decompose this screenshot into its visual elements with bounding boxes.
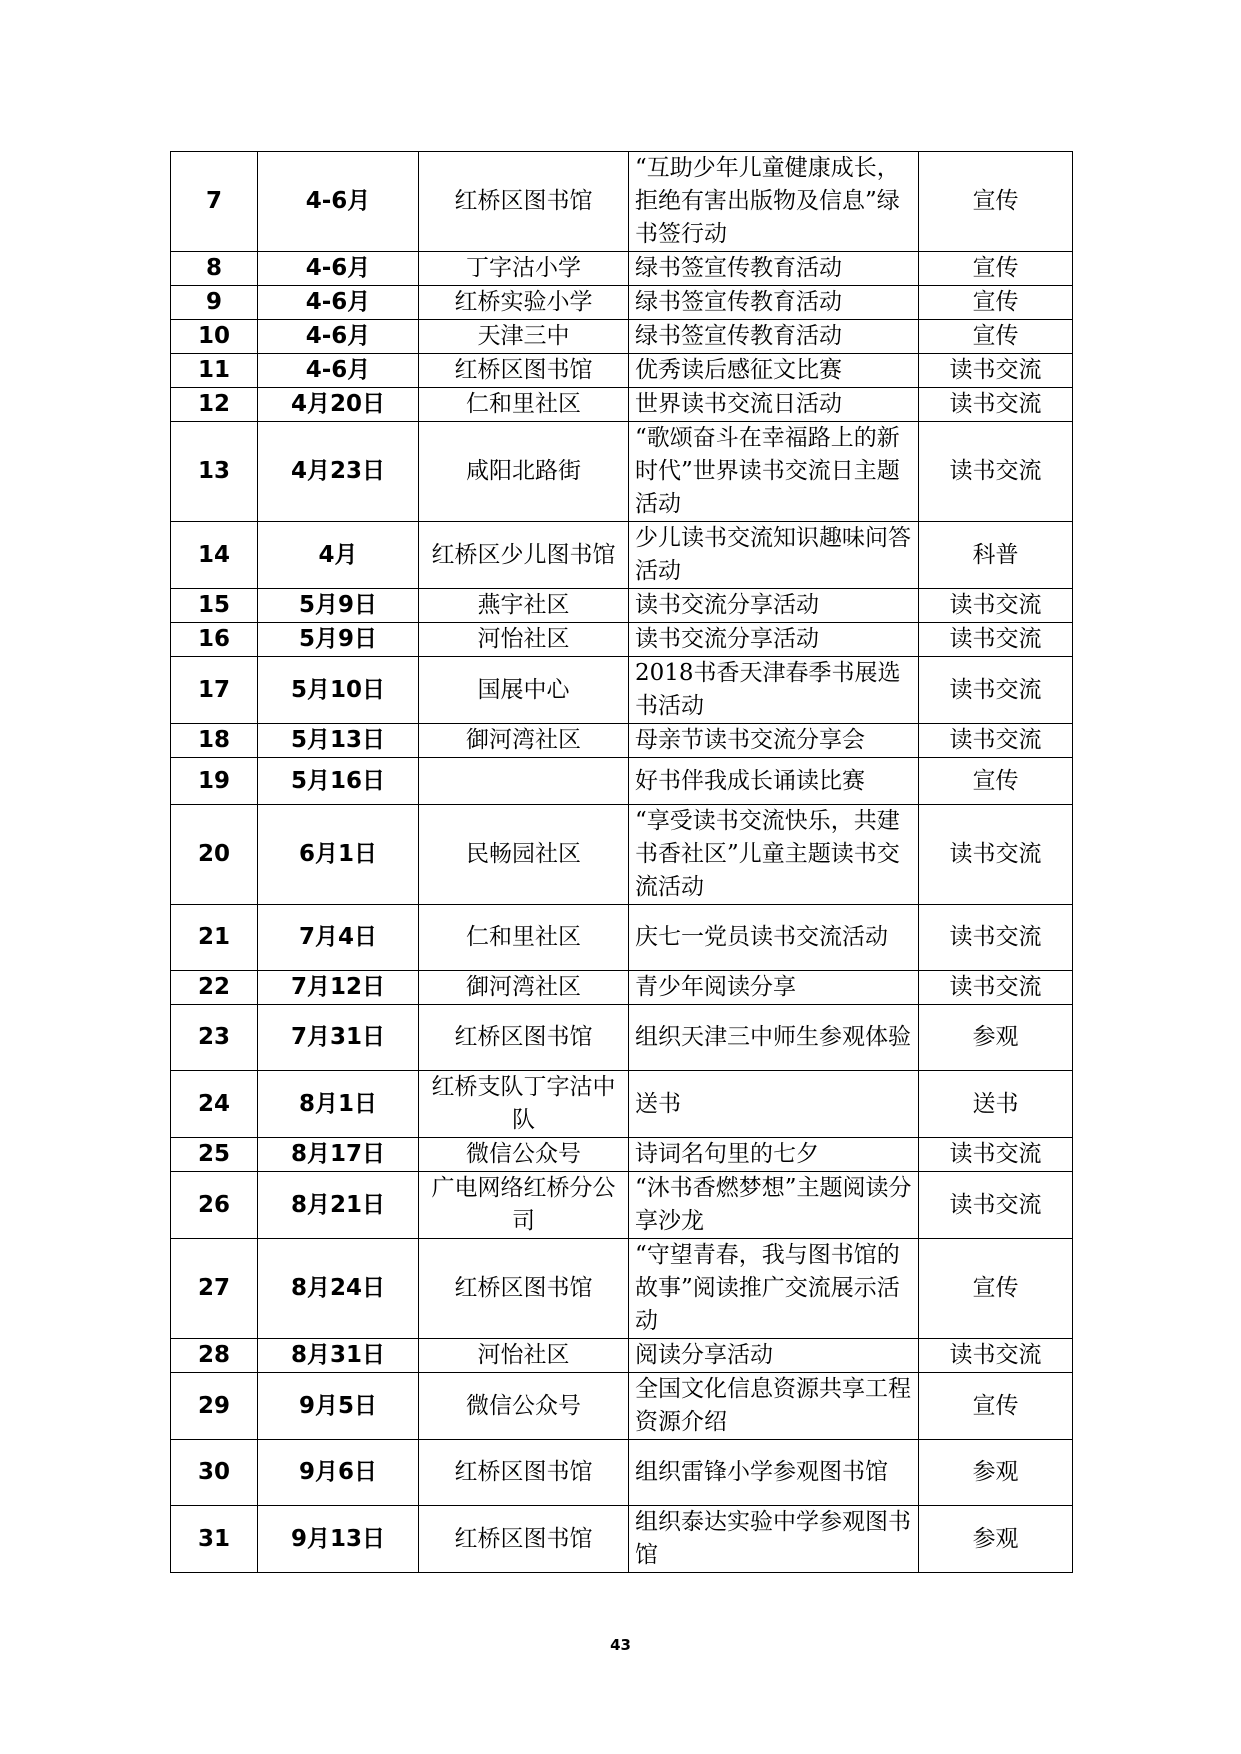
cell-organizer: 河怡社区	[419, 1339, 629, 1373]
cell-type: 宣传	[919, 152, 1073, 252]
cell-type: 宣传	[919, 252, 1073, 286]
table-row	[171, 152, 1073, 252]
cell-date: 7月31日	[258, 1005, 419, 1071]
cell-date: 4月20日	[258, 388, 419, 422]
cell-number: 13	[171, 422, 258, 522]
cell-number: 15	[171, 589, 258, 623]
cell-activity: 组织泰达实验中学参观图书馆	[629, 1506, 919, 1573]
cell-activity: 绿书签宣传教育活动	[629, 252, 919, 286]
cell-date: 5月16日	[258, 758, 419, 805]
cell-number: 31	[171, 1506, 258, 1573]
table-row	[171, 522, 1073, 589]
cell-activity: 少儿读书交流知识趣味问答活动	[629, 522, 919, 589]
cell-number: 14	[171, 522, 258, 589]
cell-organizer: 国展中心	[419, 657, 629, 724]
cell-date: 7月4日	[258, 905, 419, 971]
cell-type: 读书交流	[919, 1172, 1073, 1239]
cell-type: 读书交流	[919, 1339, 1073, 1373]
cell-date: 4月23日	[258, 422, 419, 522]
cell-date: 9月5日	[258, 1373, 419, 1440]
cell-number: 27	[171, 1239, 258, 1339]
table-row	[171, 286, 1073, 320]
table-row	[171, 1373, 1073, 1440]
table-row	[171, 1071, 1073, 1138]
cell-organizer: 红桥区图书馆	[419, 152, 629, 252]
cell-date: 4-6月	[258, 152, 419, 252]
cell-organizer: 仁和里社区	[419, 388, 629, 422]
page-number: 43	[610, 1636, 631, 1654]
table-row	[171, 252, 1073, 286]
cell-date: 9月13日	[258, 1506, 419, 1573]
cell-type: 读书交流	[919, 388, 1073, 422]
cell-activity: 绿书签宣传教育活动	[629, 320, 919, 354]
cell-type: 读书交流	[919, 805, 1073, 905]
table-row	[171, 589, 1073, 623]
table-row	[171, 905, 1073, 971]
cell-activity: 青少年阅读分享	[629, 971, 919, 1005]
cell-date: 8月1日	[258, 1071, 419, 1138]
cell-date: 6月1日	[258, 805, 419, 905]
cell-activity: 绿书签宣传教育活动	[629, 286, 919, 320]
cell-type: 读书交流	[919, 623, 1073, 657]
cell-date: 4-6月	[258, 320, 419, 354]
cell-activity: “享受读书交流快乐，共建书香社区”儿童主题读书交流活动	[629, 805, 919, 905]
cell-date: 5月9日	[258, 589, 419, 623]
cell-organizer: 仁和里社区	[419, 905, 629, 971]
table-row	[171, 1239, 1073, 1339]
cell-organizer: 红桥实验小学	[419, 286, 629, 320]
cell-activity: 读书交流分享活动	[629, 589, 919, 623]
cell-activity: “守望青春，我与图书馆的故事”阅读推广交流展示活动	[629, 1239, 919, 1339]
cell-type: 读书交流	[919, 422, 1073, 522]
cell-date: 4-6月	[258, 252, 419, 286]
cell-number: 18	[171, 724, 258, 758]
table-row	[171, 388, 1073, 422]
cell-type: 参观	[919, 1440, 1073, 1506]
cell-date: 5月10日	[258, 657, 419, 724]
cell-number: 21	[171, 905, 258, 971]
cell-number: 29	[171, 1373, 258, 1440]
cell-number: 12	[171, 388, 258, 422]
cell-organizer: 微信公众号	[419, 1373, 629, 1440]
cell-activity: 阅读分享活动	[629, 1339, 919, 1373]
cell-date: 8月24日	[258, 1239, 419, 1339]
cell-organizer: 红桥区少儿图书馆	[419, 522, 629, 589]
cell-number: 19	[171, 758, 258, 805]
table-row	[171, 758, 1073, 805]
table-row	[171, 354, 1073, 388]
table-row	[171, 1138, 1073, 1172]
cell-type: 宣传	[919, 1239, 1073, 1339]
cell-organizer: 红桥区图书馆	[419, 1440, 629, 1506]
table-row	[171, 320, 1073, 354]
cell-activity: “互助少年儿童健康成长，拒绝有害出版物及信息”绿书签行动	[629, 152, 919, 252]
cell-number: 24	[171, 1071, 258, 1138]
cell-type: 读书交流	[919, 971, 1073, 1005]
cell-number: 7	[171, 152, 258, 252]
table-row	[171, 657, 1073, 724]
cell-organizer	[419, 758, 629, 805]
cell-number: 17	[171, 657, 258, 724]
cell-date: 4月	[258, 522, 419, 589]
cell-number: 10	[171, 320, 258, 354]
cell-activity: 组织雷锋小学参观图书馆	[629, 1440, 919, 1506]
cell-organizer: 丁字沽小学	[419, 252, 629, 286]
activity-table-body	[171, 152, 1073, 1573]
cell-organizer: 红桥区图书馆	[419, 354, 629, 388]
cell-organizer: 红桥区图书馆	[419, 1506, 629, 1573]
cell-type: 科普	[919, 522, 1073, 589]
cell-date: 9月6日	[258, 1440, 419, 1506]
cell-organizer: 微信公众号	[419, 1138, 629, 1172]
cell-activity: “歌颂奋斗在幸福路上的新时代”世界读书交流日主题活动	[629, 422, 919, 522]
cell-organizer: 燕宇社区	[419, 589, 629, 623]
cell-number: 30	[171, 1440, 258, 1506]
cell-type: 读书交流	[919, 657, 1073, 724]
cell-organizer: 红桥支队丁字沽中队	[419, 1071, 629, 1138]
cell-number: 22	[171, 971, 258, 1005]
cell-activity: 好书伴我成长诵读比赛	[629, 758, 919, 805]
cell-activity: 世界读书交流日活动	[629, 388, 919, 422]
table-row	[171, 1506, 1073, 1573]
cell-date: 5月13日	[258, 724, 419, 758]
cell-number: 23	[171, 1005, 258, 1071]
cell-organizer: 御河湾社区	[419, 724, 629, 758]
activity-table	[170, 151, 1073, 1573]
cell-activity: 读书交流分享活动	[629, 623, 919, 657]
cell-type: 读书交流	[919, 589, 1073, 623]
cell-activity: 全国文化信息资源共享工程资源介绍	[629, 1373, 919, 1440]
cell-date: 4-6月	[258, 354, 419, 388]
table-row	[171, 623, 1073, 657]
table-row	[171, 1339, 1073, 1373]
table-row	[171, 724, 1073, 758]
table-row	[171, 1172, 1073, 1239]
cell-type: 宣传	[919, 758, 1073, 805]
cell-organizer: 御河湾社区	[419, 971, 629, 1005]
cell-number: 26	[171, 1172, 258, 1239]
cell-date: 4-6月	[258, 286, 419, 320]
cell-activity: 2018书香天津春季书展选书活动	[629, 657, 919, 724]
table-row	[171, 422, 1073, 522]
cell-date: 8月31日	[258, 1339, 419, 1373]
cell-organizer: 红桥区图书馆	[419, 1005, 629, 1071]
cell-activity: 送书	[629, 1071, 919, 1138]
cell-number: 20	[171, 805, 258, 905]
cell-date: 5月9日	[258, 623, 419, 657]
cell-organizer: 天津三中	[419, 320, 629, 354]
cell-date: 7月12日	[258, 971, 419, 1005]
cell-number: 11	[171, 354, 258, 388]
table-row	[171, 971, 1073, 1005]
cell-type: 宣传	[919, 1373, 1073, 1440]
cell-organizer: 咸阳北路街	[419, 422, 629, 522]
cell-number: 16	[171, 623, 258, 657]
cell-activity: “沐书香燃梦想”主题阅读分享沙龙	[629, 1172, 919, 1239]
cell-type: 参观	[919, 1005, 1073, 1071]
cell-organizer: 广电网络红桥分公司	[419, 1172, 629, 1239]
cell-organizer: 民畅园社区	[419, 805, 629, 905]
table-row	[171, 1005, 1073, 1071]
table-row	[171, 1440, 1073, 1506]
cell-number: 28	[171, 1339, 258, 1373]
cell-type: 宣传	[919, 320, 1073, 354]
cell-activity: 诗词名句里的七夕	[629, 1138, 919, 1172]
cell-type: 送书	[919, 1071, 1073, 1138]
cell-type: 读书交流	[919, 724, 1073, 758]
cell-type: 参观	[919, 1506, 1073, 1573]
cell-type: 读书交流	[919, 1138, 1073, 1172]
table-row	[171, 805, 1073, 905]
cell-type: 读书交流	[919, 354, 1073, 388]
cell-date: 8月21日	[258, 1172, 419, 1239]
cell-number: 25	[171, 1138, 258, 1172]
cell-organizer: 红桥区图书馆	[419, 1239, 629, 1339]
cell-activity: 组织天津三中师生参观体验	[629, 1005, 919, 1071]
cell-activity: 庆七一党员读书交流活动	[629, 905, 919, 971]
cell-organizer: 河怡社区	[419, 623, 629, 657]
cell-activity: 母亲节读书交流分享会	[629, 724, 919, 758]
cell-date: 8月17日	[258, 1138, 419, 1172]
cell-number: 9	[171, 286, 258, 320]
cell-type: 读书交流	[919, 905, 1073, 971]
cell-number: 8	[171, 252, 258, 286]
cell-type: 宣传	[919, 286, 1073, 320]
cell-activity: 优秀读后感征文比赛	[629, 354, 919, 388]
